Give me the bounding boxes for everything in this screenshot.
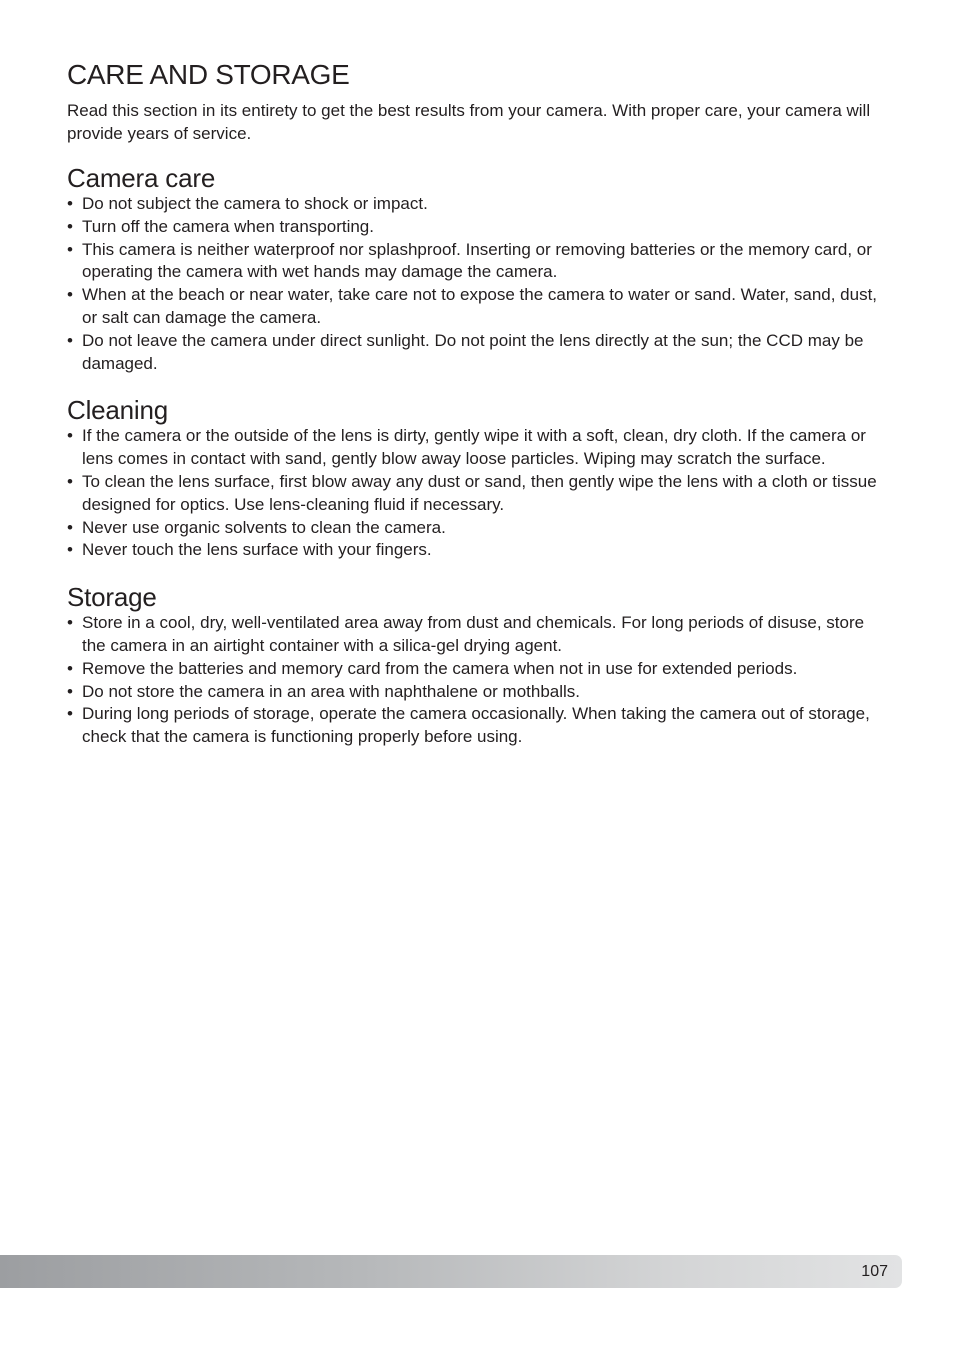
list-item: • If the camera or the outside of the lens is dirty, gently wipe it with a soft, clean, dry cloth. If the camera or lens comes in contact with sand, gently blow away loose particles. Wiping may scratch the surface. [67, 426, 866, 469]
list-item: • Do not subject the camera to shock or impact. [67, 193, 889, 216]
bullet-icon: • [67, 239, 73, 259]
list-item: • Store in a cool, dry, well-ventilated area away from dust and chemicals. For long periods of disuse, store the camera in an airtight container with a silica-gel drying agent. [67, 613, 865, 655]
section-camera-care [67, 163, 889, 375]
list-item: • Never use organic solvents to clean the camera. [67, 517, 889, 540]
footer-bar [0, 1255, 902, 1288]
bullet-icon: • [67, 285, 73, 305]
bullet-icon: • [67, 216, 73, 236]
section-heading: Storage [67, 582, 157, 613]
section-cleaning [67, 395, 889, 562]
bullet-icon: • [67, 681, 73, 701]
page-number: 107 [861, 1263, 888, 1280]
list-item: • Remove the batteries and memory card from the camera when not in use for extended periods. [67, 658, 889, 681]
list-item: • Do not leave the camera under direct sunlight. Do not point the lens directly at the sun; the CCD may be damaged. [67, 330, 864, 373]
bullet-icon: • [67, 471, 73, 491]
bullet-icon: • [67, 704, 73, 724]
section-heading: Cleaning [67, 395, 169, 426]
list-item: • When at the beach or near water, take care not to expose the camera to water or sand. Water, sand, dust, or salt can damage the camera. [67, 285, 878, 327]
bullet-list [67, 612, 889, 749]
bullet-icon: • [67, 613, 73, 633]
bullet-list [67, 425, 889, 562]
list-item: • This camera is neither waterproof nor splashproof. Inserting or removing batteries or the memory card, or operating the camera with wet hands may damage the camera. [67, 239, 872, 282]
list-item: • Do not store the camera in an area with naphthalene or mothballs. [67, 681, 889, 704]
section-storage [67, 582, 889, 749]
bullet-icon: • [67, 426, 73, 446]
intro-paragraph: Read this section in its entirety to get the best results from your camera. With proper care, your camera will provide years of service. [67, 101, 871, 143]
bullet-icon: • [67, 194, 73, 213]
section-heading: Camera care [67, 163, 216, 193]
bullet-icon: • [67, 517, 73, 537]
page-content [67, 58, 889, 769]
list-item: • Never touch the lens surface with your fingers. [67, 539, 889, 562]
bullet-icon: • [67, 658, 73, 678]
bullet-icon: • [67, 540, 73, 560]
list-item: • Turn off the camera when transporting. [67, 216, 889, 239]
list-item: • To clean the lens surface, first blow away any dust or sand, then gently wipe the lens with a cloth or tissue designed for optics. Use lens-cleaning fluid if necessary. [67, 471, 877, 514]
bullet-list [67, 193, 889, 375]
bullet-icon: • [67, 330, 73, 350]
page-title: CARE AND STORAGE [67, 59, 350, 90]
list-item: • During long periods of storage, operate the camera occasionally. When taking the camera out of storage, check that the camera is functioning properly before using. [67, 704, 870, 747]
